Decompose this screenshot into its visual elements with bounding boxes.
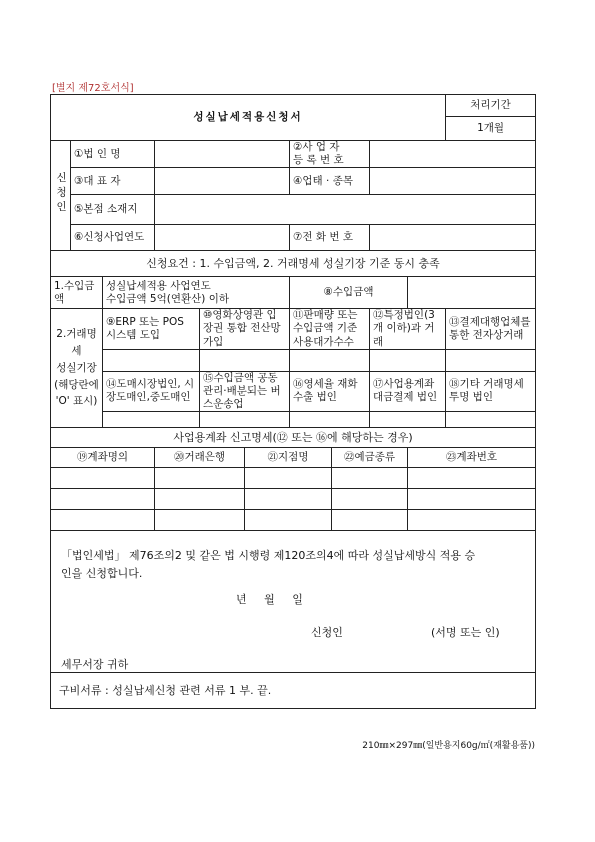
account-cell[interactable] <box>408 468 536 489</box>
processing-period-value: 1개월 <box>446 117 536 141</box>
account-cell[interactable] <box>155 510 245 531</box>
requirement-text: 신청요건 : 1. 수입금액, 2. 거래명세 성실기장 기준 동시 충족 <box>51 251 536 277</box>
declaration-date: 년 월 일 <box>236 592 303 606</box>
income-amount-label: ⑧수입금액 <box>290 277 408 309</box>
record-check[interactable] <box>103 412 200 428</box>
record-item: ⑭도매시장법인, 시장도매인,중도매인 <box>103 371 200 411</box>
phone-label: ⑦전 화 번 호 <box>290 225 370 251</box>
paper-spec: 210㎜×297㎜(일반용지60g/㎡(재활용품)) <box>362 741 535 751</box>
account-header: ⑳거래은행 <box>155 448 245 468</box>
address-field[interactable] <box>155 195 536 225</box>
representative-field[interactable] <box>155 168 290 195</box>
corp-name-label: ①법 인 명 <box>71 141 155 168</box>
form-title: 성실납세적용신청서 <box>51 95 446 141</box>
record-check[interactable] <box>200 412 290 428</box>
account-cell[interactable] <box>245 510 332 531</box>
record-check[interactable] <box>290 412 370 428</box>
processing-period-label: 처리기간 <box>446 95 536 117</box>
account-cell[interactable] <box>51 510 155 531</box>
account-header: ㉓계좌번호 <box>408 448 536 468</box>
record-item: ⑬결제대행업체를 통한 전자상거래 <box>446 309 536 349</box>
account-header: ㉑지점명 <box>245 448 332 468</box>
declaration-text-1: 「법인세법」 제76조의2 및 같은 법 시행령 제120조의4에 따라 성실납세방식 적용 승 <box>61 549 476 562</box>
account-cell[interactable] <box>245 489 332 510</box>
account-header: ⑲계좌명의 <box>51 448 155 468</box>
account-cell[interactable] <box>408 489 536 510</box>
declaration-block <box>51 531 536 673</box>
addressee: 세무서장 귀하 <box>61 658 129 672</box>
record-item: ⑮수입금액 공동관리·배분되는 버스운송업 <box>200 371 290 411</box>
account-cell[interactable] <box>245 468 332 489</box>
business-type-field[interactable] <box>370 168 536 195</box>
applicant-side-label: 신청인 <box>51 141 71 251</box>
record-check[interactable] <box>446 412 536 428</box>
application-form <box>50 94 536 709</box>
income-label: 1.수입금액 <box>51 277 103 309</box>
record-item: ⑫특정법인(3개 이하)과 거래 <box>370 309 446 349</box>
record-item: ⑪판매량 또는 수입금액 기준 사용대가수수 <box>290 309 370 349</box>
record-check[interactable] <box>103 349 200 371</box>
record-item: ⑰사업용계좌 대금결제 법인 <box>370 371 446 411</box>
record-item: ⑩영화상영관 입장권 통합 전산망 가입 <box>200 309 290 349</box>
address-label: ⑤본점 소재지 <box>71 195 155 225</box>
account-cell[interactable] <box>408 510 536 531</box>
year-field[interactable] <box>155 225 290 251</box>
reg-no-field[interactable] <box>370 141 536 168</box>
attachment-note: 구비서류 : 성실납세신청 관련 서류 1 부. 끝. <box>51 673 536 709</box>
account-cell[interactable] <box>332 510 408 531</box>
representative-label: ③대 표 자 <box>71 168 155 195</box>
income-desc: 성실납세적용 사업연도 수입금액 5억(연환산) 이하 <box>103 277 290 309</box>
account-header: ㉒예금종류 <box>332 448 408 468</box>
record-item: ⑱기타 거래명세 투명 법인 <box>446 371 536 411</box>
applicant-signer-label: 신청인 <box>311 626 343 640</box>
account-cell[interactable] <box>332 468 408 489</box>
records-label: 2.거래명세 성실기장 (해당란에 'O' 표시) <box>51 309 103 428</box>
account-section-title: 사업용계좌 신고명세(⑫ 또는 ⑯에 해당하는 경우) <box>51 428 536 448</box>
phone-field[interactable] <box>370 225 536 251</box>
account-cell[interactable] <box>332 489 408 510</box>
signature-placeholder[interactable]: (서명 또는 인) <box>431 626 500 640</box>
year-label: ⑥신청사업연도 <box>71 225 155 251</box>
reg-no-label: ②사 업 자 등 록 번 호 <box>290 141 370 168</box>
form-number: [별지 제72호서식] <box>52 83 134 94</box>
account-cell[interactable] <box>51 489 155 510</box>
record-check[interactable] <box>370 412 446 428</box>
record-check[interactable] <box>370 349 446 371</box>
corp-name-field[interactable] <box>155 141 290 168</box>
record-check[interactable] <box>290 349 370 371</box>
record-item: ⑨ERP 또는 POS 시스템 도입 <box>103 309 200 349</box>
business-type-label: ④업태 · 종목 <box>290 168 370 195</box>
account-cell[interactable] <box>155 468 245 489</box>
record-item: ⑯영세율 재화수출 법인 <box>290 371 370 411</box>
declaration-text-2: 인을 신청합니다. <box>61 566 143 580</box>
account-cell[interactable] <box>155 489 245 510</box>
income-amount-field[interactable] <box>408 277 536 309</box>
record-check[interactable] <box>200 349 290 371</box>
account-cell[interactable] <box>51 468 155 489</box>
record-check[interactable] <box>446 349 536 371</box>
